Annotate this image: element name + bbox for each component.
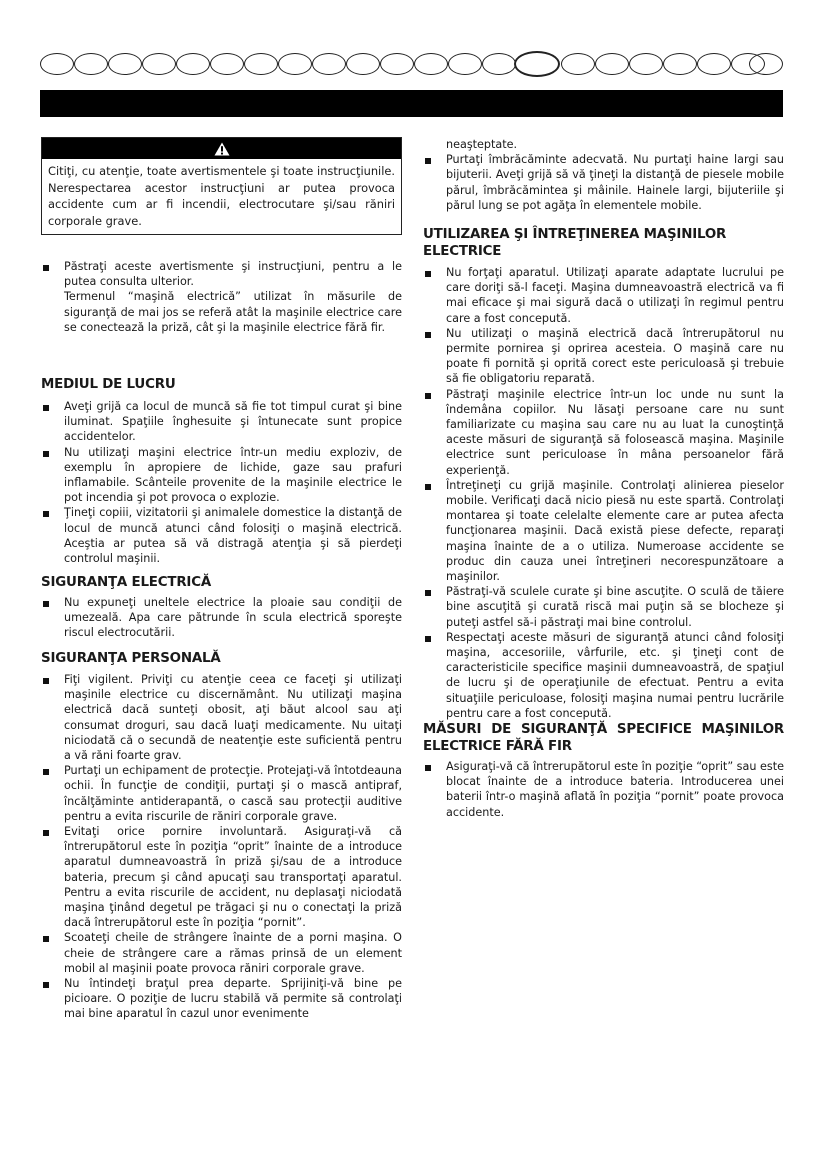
section-personal [41, 650, 402, 1022]
section-title: SIGURANŢA PERSONALĂ [41, 651, 221, 666]
section-title: SIGURANŢA ELECTRICĂ [41, 575, 212, 590]
language-oval [244, 53, 278, 75]
list-item: Întreţineţi cu grijă maşinile. Controlaţi alinierea pieselor mobile. Verificaţi dacă nicio piesă nu este spartă. Controlaţi montarea şi toate celelalte elemente care ar putea afecta funcţionarea maşinii. Dacă există piese defecte, reparaţi maşina înainte de a o utiliza. Numeroase accidente se produc din cauza unei întreţineri necorespunzătoare a maşinilor. [423, 478, 784, 584]
language-oval [482, 53, 516, 75]
language-oval [697, 53, 731, 75]
language-oval [629, 53, 663, 75]
list-item: Nu expuneţi uneltele electrice la ploaie sau condiţii de umezeală. Apa care pătrunde în scula electrică sporeşte riscul electrocutării. [41, 595, 402, 641]
language-oval [142, 53, 176, 75]
language-oval [108, 53, 142, 75]
list-item: Asiguraţi-vă că întrerupătorul este în poziţie “oprit” sau este blocat înainte de a introduce bateria. Introducerea unei baterii într-o maşină aflată în poziţia “pornit” poate provoca accidente. [423, 759, 784, 820]
list-item: Fiţi vigilent. Priviţi cu atenţie ceea ce faceţi şi utilizaţi maşinile electrice cu discernământ. Nu utilizaţi maşina electrică dacă sunteţi obosit, aţi băut alcool sau aţi consumat droguri, sau dacă luaţi medicamente. Nu uitaţi niciodată că o secundă de neatenţie este suficientă pentru a vă răni foarte grav. [41, 672, 402, 763]
language-oval [561, 53, 595, 75]
paragraph: neaşteptate. [446, 138, 518, 151]
language-oval [595, 53, 629, 75]
language-oval [74, 53, 108, 75]
language-oval [414, 53, 448, 75]
list-item: Păstraţi aceste avertismente şi instrucţiuni, pentru a le putea consulta ulterior. [41, 259, 402, 289]
language-oval [380, 53, 414, 75]
language-selector [40, 51, 783, 77]
language-oval [40, 53, 74, 75]
language-oval [312, 53, 346, 75]
list-item: Nu întindeţi braţul prea departe. Sprijiniţi-vă bine pe picioare. O poziţie de lucru stabilă vă permite să controlaţi mai bine aparatul în cazul unor evenimente [41, 976, 402, 1022]
language-oval [663, 53, 697, 75]
warning-triangle-icon [214, 142, 230, 156]
section-header-bar [40, 90, 783, 117]
list-item: Nu forţaţi aparatul. Utilizaţi aparate adaptate lucrului pe care doriţi să-l faceţi. Maşina dumneavoastră electrică va fi mai eficace şi mai sigură dacă o utilizaţi în regimul pentru care a fost concepută. [423, 265, 784, 326]
section-work-area [41, 376, 402, 566]
language-oval [448, 53, 482, 75]
warning-box [41, 137, 402, 235]
section-use-care [423, 226, 784, 721]
section-electrical [41, 574, 402, 641]
intro-block [41, 259, 402, 335]
list-item: Aveţi grijă ca locul de muncă să fie tot timpul curat şi bine iluminat. Spaţiile înghesuite şi întunecate sunt propice accidentelor. [41, 399, 402, 445]
language-oval [210, 53, 244, 75]
list-item: Păstraţi maşinile electrice într-un loc unde nu sunt la îndemâna copiilor. Nu lăsaţi persoane care nu sunt familiarizate cu maşina sau care nu au luat la cunoştinţă aceste măsuri de siguranţă să folosească maşina. Maşinile electrice sunt periculoase în mâna persoanelor fără experienţă. [423, 387, 784, 478]
list-item: Ţineţi copiii, vizitatorii şi animalele domestice la distanţă de locul de muncă atunci când folosiţi o maşină electrică. Aceştia ar putea să vă distragă atenţia şi să pierdeţi controlul maşinii. [41, 505, 402, 566]
warning-text: Citiţi, cu atenţie, toate avertismentele şi toate instrucţiunile. Nerespectarea acestor instrucţiuni ar putea provoca accidente cum ar fi incendii, electrocutare şi/sau răniri corporale grave. [48, 164, 395, 228]
list-item: Nu utilizaţi maşini electrice într-un mediu exploziv, de exemplu în apropiere de lichide, gaze sau prafuri inflamabile. Scânteile provenite de la maşinile electrice le pot incendia şi pot provoca o explozie. [41, 445, 402, 506]
personal-continued [423, 137, 784, 213]
language-oval-active [514, 51, 560, 77]
section-title: MEDIUL DE LUCRU [41, 377, 176, 392]
list-item: Păstraţi-vă sculele curate şi bine ascuţite. O sculă de tăiere bine ascuţită şi curată riscă mai puţin să se blocheze şi puteţi astfel să-i păstraţi mai bine controlul. [423, 584, 784, 630]
section-cordless [423, 721, 784, 820]
list-item: Nu utilizaţi o maşină electrică dacă întrerupătorul nu permite pornirea şi oprirea acesteia. O maşină care nu poate fi pornită şi oprită corect este periculoasă şi trebuie să fie obligatoriu reparată. [423, 326, 784, 387]
list-item: Purtaţi un echipament de protecţie. Protejaţi-vă întotdeauna ochii. În funcţie de condiţii, purtaţi şi o mască antipraf, încălţăminte antiderapantă, o cască sau protecţii auditive pentru a evita riscurile de răniri corporale grave. [41, 763, 402, 824]
language-oval [346, 53, 380, 75]
warning-header [42, 138, 401, 159]
list-item: Scoateţi cheile de strângere înainte de a porni maşina. O cheie de strângere care a rămas prinsă de un element mobil al maşinii poate provoca răniri corporale grave. [41, 930, 402, 976]
section-title: UTILIZAREA ŞI ÎNTREŢINEREA MAŞINILOR ELECTRICE [423, 227, 727, 259]
list-item: Evitaţi orice pornire involuntară. Asiguraţi-vă că întrerupătorul este în poziţia “oprit” înainte de a introduce aparatul dumneavoastră în priză şi/sau de a introduce bateria, precum şi când apucaţi sau transportaţi aparatul. Pentru a evita riscurile de accident, nu deplasaţi niciodată maşina ţinând degetul pe trăgaci şi nu o conectaţi la priză dacă întrerupătorul este în poziţia “pornit”. [41, 824, 402, 930]
list-item: Respectaţi aceste măsuri de siguranţă atunci când folosiţi maşina, accesoriile, vârfurile, etc. şi ţineţi cont de caracteristicile specifice maşinii dumneavoastră, de spaţiul de lucru şi de operaţiunile de efectuat. Pentru a evita situaţiile periculoase, folosiţi maşina numai pentru lucrările pentru care a fost concepută. [423, 630, 784, 721]
language-oval [749, 53, 783, 75]
section-title: MĂSURI DE SIGURANŢĂ SPECIFICE MAŞINILOR ELECTRICE FĂRĂ FIR [423, 722, 784, 754]
language-oval [278, 53, 312, 75]
list-item: Purtaţi îmbrăcăminte adecvată. Nu purtaţi haine largi sau bijuterii. Aveţi grijă să vă ţineţi la distanţă de piesele mobile părul, îmbrăcămintea şi mâinile. Hainele largi, bijuteriile şi părul lung se pot agăţa în elementele mobile. [423, 152, 784, 213]
language-oval [176, 53, 210, 75]
paragraph: Termenul “maşină electrică” utilizat în măsurile de siguranţă de mai jos se referă atât la maşinile electrice care se conectează la priză, cât şi la maşinile electrice fără fir. [64, 290, 402, 334]
